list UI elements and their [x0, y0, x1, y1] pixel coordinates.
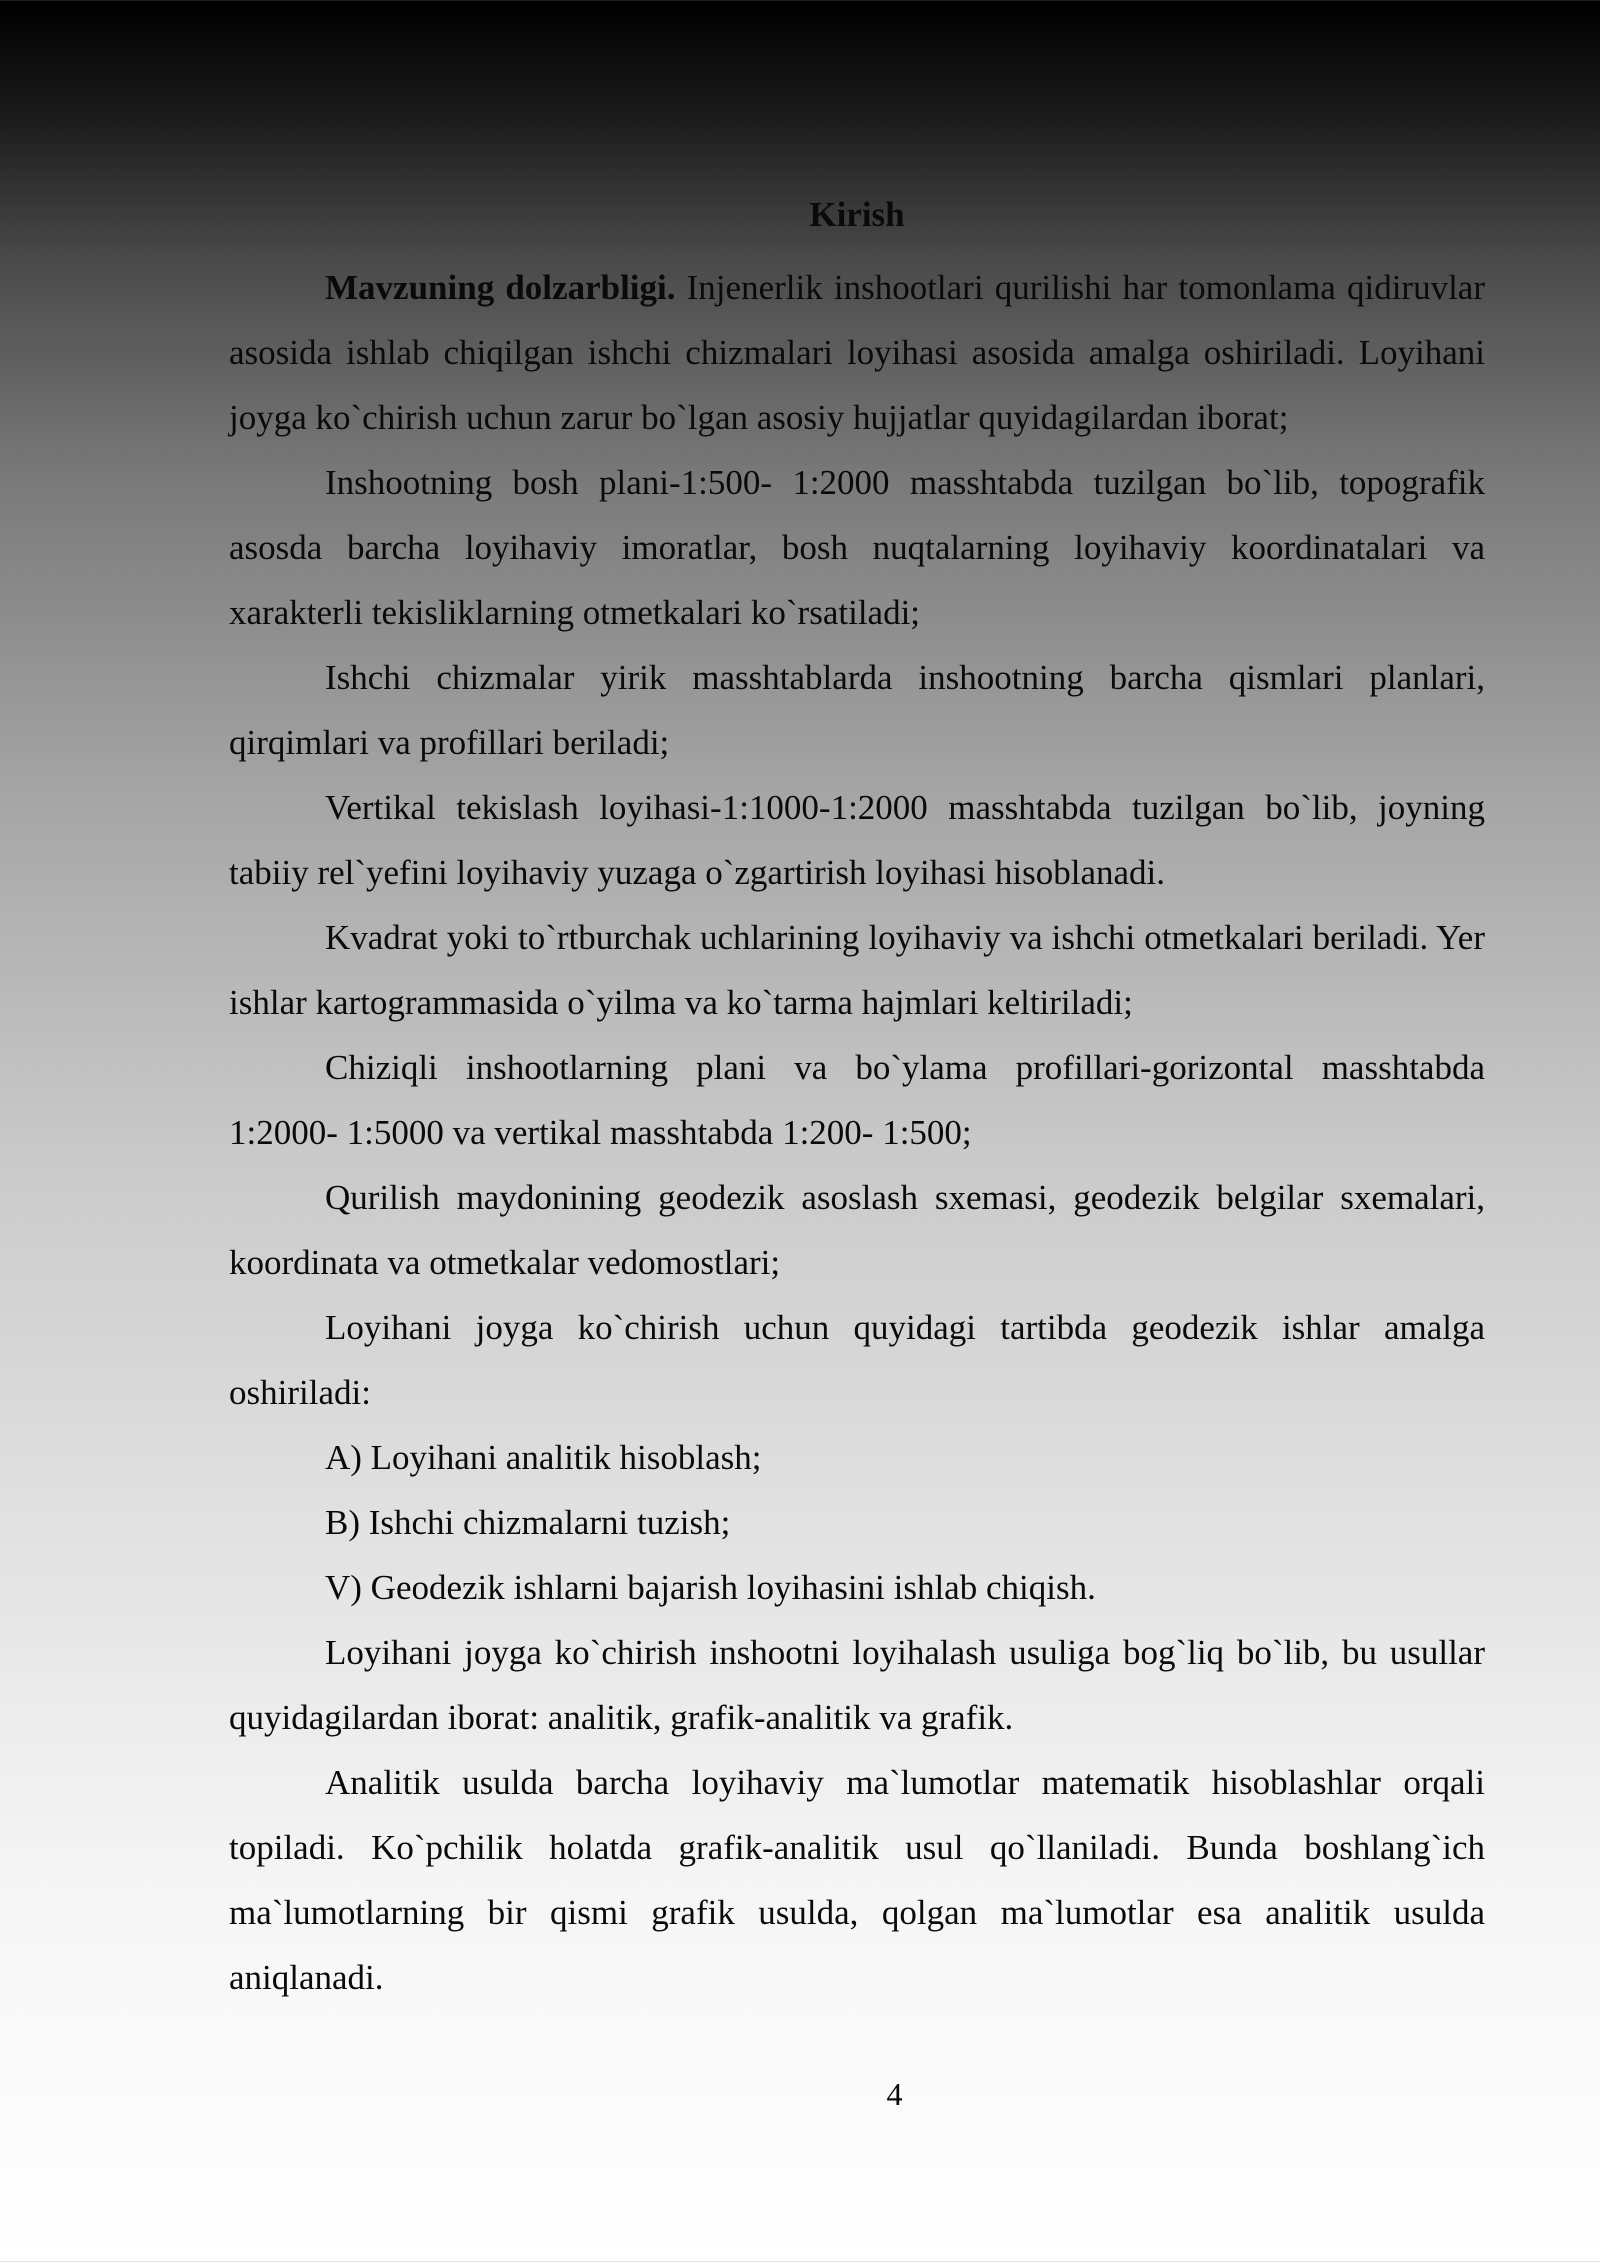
paragraph-analytic-method: Analitik usulda barcha loyihaviy ma`lumotlar matematik hisoblashlar orqali topiladi. Ko`pchilik holatda grafik-analitik usul qo`llaniladi. Bunda boshlang`ich ma`lumotlarning bir qismi grafik usulda, qolgan ma`lumotlar esa analitik usulda aniqlanadi.: [229, 1763, 1485, 1997]
document-page: [229, 190, 1485, 2010]
paragraph-vertical-leveling: Vertikal tekislash loyihasi-1:1000-1:2000 masshtabda tuzilgan bo`lib, joyning tabiiy rel`yefini loyihaviy yuzaga o`zgartirish loyihasi hisoblanadi.: [229, 788, 1485, 892]
paragraph-stakeout-order: Loyihani joyga ko`chirish uchun quyidagi tartibda geodezik ishlar amalga oshiriladi:: [229, 1308, 1485, 1412]
intro-lead: Mavzuning dolzarbligi.: [325, 268, 676, 307]
paragraph-general-plan: Inshootning bosh plani-1:500- 1:2000 masshtabda tuzilgan bo`lib, topografik asosda barcha loyihaviy imoratlar, bosh nuqtalarning loyihaviy koordinatalari va xarakterli tekisliklarning otmetkalari ko`rsatiladi;: [229, 463, 1485, 632]
paragraph-grid-elevations: Kvadrat yoki to`rtburchak uchlarining loyihaviy va ishchi otmetkalari beriladi. Yer ishlar kartogrammasida o`yilma va ko`tarma hajmlari keltiriladi;: [229, 918, 1485, 1022]
paragraph-methods: Loyihani joyga ko`chirish inshootni loyihalash usuliga bog`liq bo`lib, bu usullar quyidagilardan iborat: analitik, grafik-analitik va grafik.: [229, 1633, 1485, 1737]
intro-paragraph: [229, 255, 1485, 450]
section-title: Kirish: [809, 195, 905, 234]
list-item-b: B) Ishchi chizmalarni tuzish;: [325, 1503, 731, 1542]
page-number: 4: [886, 2076, 903, 2112]
paragraph-working-drawings: Ishchi chizmalar yirik masshtablarda inshootning barcha qismlari planlari, qirqimlari va profillari beriladi;: [229, 658, 1485, 762]
intro-text: Injenerlik inshootlari qurilishi har tomonlama qidiruvlar asosida ishlab chiqilgan ishchi chizmalari loyihasi asosida amalga oshiriladi. Loyihani joyga ko`chirish uchun zarur bo`lgan asosiy hujjatlar quyidagilardan iborat;: [229, 268, 1486, 437]
paragraph-linear-structures: Chiziqli inshootlarning plani va bo`ylama profillari-gorizontal masshtabda 1:2000- 1:5000 va vertikal masshtabda 1:200- 1:500;: [229, 1048, 1485, 1152]
paragraph-geodetic-scheme: Qurilish maydonining geodezik asoslash sxemasi, geodezik belgilar sxemalari, koordinata va otmetkalar vedomostlari;: [229, 1178, 1485, 1282]
list-item-v: V) Geodezik ishlarni bajarish loyihasini ishlab chiqish.: [325, 1568, 1096, 1607]
list-item-a: A) Loyihani analitik hisoblash;: [325, 1438, 762, 1477]
